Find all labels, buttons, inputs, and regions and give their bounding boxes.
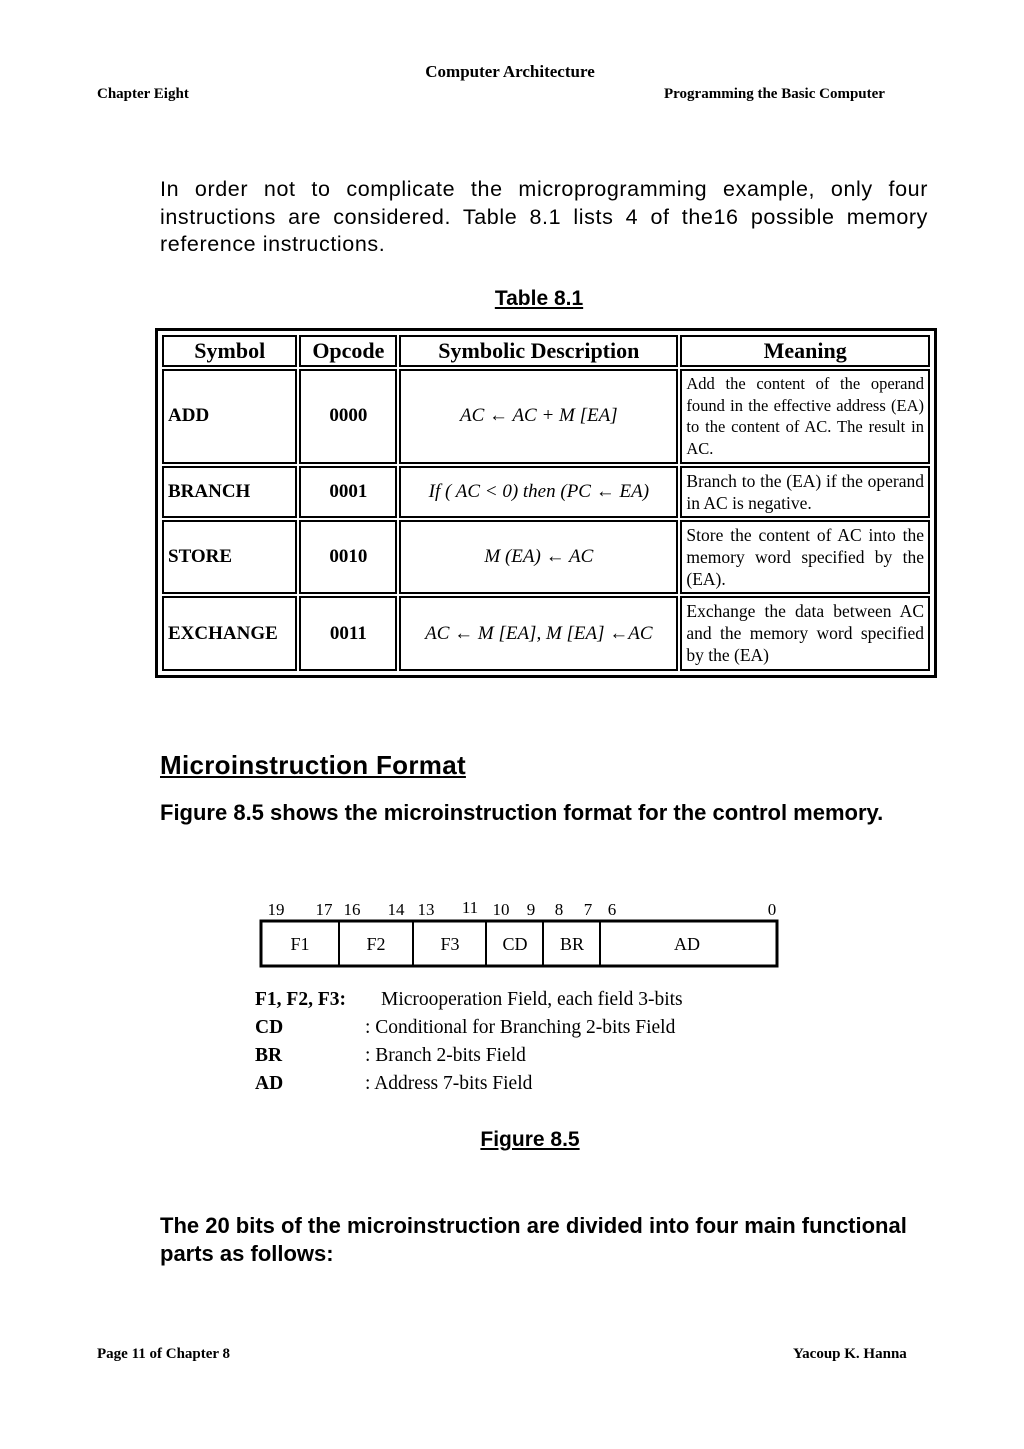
cell-symbol: BRANCH [162,466,297,518]
column-header-description: Symbolic Description [399,335,678,367]
cell-opcode: 0000 [299,369,397,464]
table-row [162,369,930,464]
cell-description: AC ← M [EA], M [EA] ←AC [399,596,678,671]
field-ad: AD [674,934,700,954]
legend-text: : Conditional for Branching 2-bits Field [365,1017,676,1038]
cell-description: M (EA) ← AC [399,520,678,595]
cell-opcode: 0010 [299,520,397,595]
legend-key: F1, F2, F3: [255,989,346,1010]
cell-description: If ( AC < 0) then (PC ← EA) [399,466,678,518]
column-header-opcode: Opcode [299,335,397,367]
bit-label: 19 [267,900,285,919]
cell-symbol: STORE [162,520,297,595]
footer-page-number: Page 11 of Chapter 8 [97,1346,231,1362]
bit-label: 11 [461,898,479,917]
column-header-meaning: Meaning [680,335,930,367]
intro-paragraph: In order not to complicate the microprogramming example, only four instructions are considered. Table 8.1 lists 4 of the16 possible memory reference instructions. [160,177,928,256]
microinstruction-format-figure [255,894,795,1104]
bit-label: 14 [387,900,405,919]
bit-label: 6 [607,900,617,919]
bit-label: 17 [315,900,333,919]
cell-opcode: 0011 [299,596,397,671]
cell-symbol: ADD [162,369,297,464]
header-title: Computer Architecture [425,62,595,81]
footer-author: Yacoup K. Hanna [793,1346,907,1362]
legend-key: BR [255,1045,283,1066]
cell-opcode: 0001 [299,466,397,518]
bit-label: 9 [526,900,536,919]
cell-meaning: Add the content of the operand found in the effective address (EA) to the content of AC. The result in AC. [680,369,930,464]
figure-caption: Figure 8.5 [480,1128,580,1151]
field-f1: F1 [290,934,310,954]
bit-label: 0 [767,900,777,919]
header-section: Programming the Basic Computer [664,86,885,102]
legend-key: AD [255,1073,284,1094]
section-intro: Figure 8.5 shows the microinstruction format for the control memory. [160,800,884,825]
bit-label: 13 [417,900,435,919]
closing-paragraph: The 20 bits of the microinstruction are divided into four main functional parts as follows: [160,1213,907,1266]
column-header-symbol: Symbol [162,335,297,367]
table-title: Table 8.1 [494,287,584,310]
instruction-table [160,333,932,673]
legend-text: Microoperation Field, each field 3-bits [381,989,683,1010]
field-cd: CD [502,934,528,954]
table-header-row [162,335,930,367]
field-f2: F2 [366,934,386,954]
legend-key: CD [255,1017,284,1038]
table-row [162,596,930,671]
field-br: BR [559,934,585,954]
bit-label: 7 [583,900,593,919]
bit-label: 10 [492,900,510,919]
cell-meaning: Exchange the data between AC and the memory word specified by the (EA) [680,596,930,671]
header-chapter: Chapter Eight [97,86,189,102]
table-frame [155,328,937,678]
cell-symbol: EXCHANGE [162,596,297,671]
cell-meaning: Store the content of AC into the memory word specified by the (EA). [680,520,930,595]
legend-text: : Branch 2-bits Field [365,1045,526,1066]
bit-label: 16 [343,900,361,919]
table-row [162,520,930,595]
cell-meaning: Branch to the (EA) if the operand in AC is negative. [680,466,930,518]
legend-text: : Address 7-bits Field [365,1073,533,1094]
cell-description: AC ← AC + M [EA] [399,369,678,464]
field-f3: F3 [440,934,460,954]
bit-label: 8 [554,900,564,919]
section-heading: Microinstruction Format [160,750,466,780]
table-row [162,466,930,518]
